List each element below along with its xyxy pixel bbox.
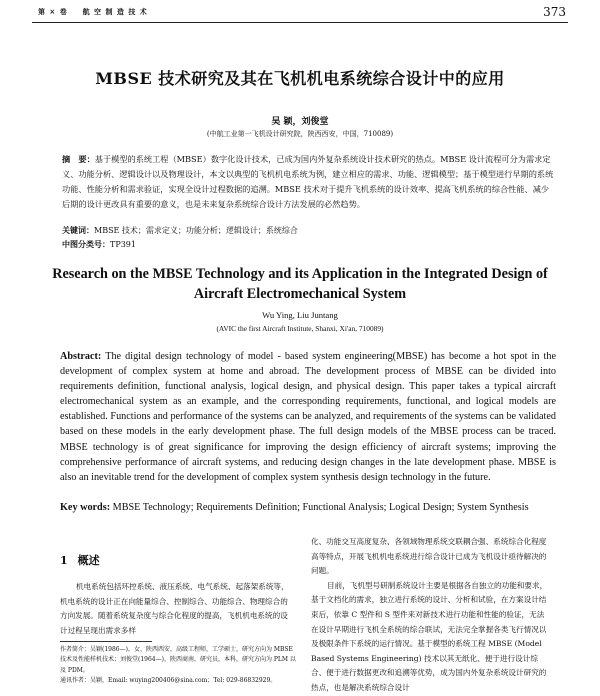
clc-value: TP391 xyxy=(110,240,136,249)
body-paragraph: 化、功能交互高度复杂、各领域物理系统交联耦合强、系统综合化程度高等特点，开展飞机机电系统进行综合设计已成为飞机设计亟待解决的问题。 xyxy=(311,537,547,576)
clc-label: 中图分类号： xyxy=(62,239,110,249)
author-footnote xyxy=(60,645,300,687)
english-authors: Wu Ying, Liu Juntang xyxy=(262,310,338,320)
classification-number xyxy=(62,237,136,252)
english-abstract xyxy=(60,349,556,485)
header-rule xyxy=(32,22,568,23)
section-body-left: 机电系统包括环控系统、液压系统、电气系统、起落架系统等，机电系统的设计正在向能量综合、控制综合、功能综合、物理综合的方向发展。随着系统复杂度与综合化程度的提高，飞机机电系统的设计过程呈现出需求多样 xyxy=(60,582,289,635)
english-affiliation: (AVIC the first Aircraft Institute, Shanxi, Xi'an, 710089) xyxy=(216,324,384,333)
chinese-abstract-label: 摘 要： xyxy=(62,154,95,164)
chinese-abstract xyxy=(62,152,554,212)
chinese-title: MBSE 技术研究及其在飞机机电系统综合设计中的应用 xyxy=(95,69,505,88)
chinese-authors: 吴 颖，刘俊堂 xyxy=(271,117,329,127)
english-keywords-label: Key words: xyxy=(60,502,111,513)
footnote-rule xyxy=(60,641,152,642)
chinese-keywords-label: 关键词： xyxy=(62,225,94,235)
chinese-keywords xyxy=(62,223,298,238)
body-paragraph: 目前，飞机型号研制系统设计主要是根据各自独立的功能和要求，基于文档化的需求，独立进行系统的设计、分析和试验，在方案设计结束后，依靠 C 型件和 S 型件来对新技术进行功能和性能的验证，无法在设计早期进行飞机全系统的综合联试，无法完全掌握各类飞行情况以及极限条件下系统的运行情况。基于模型的系统工程 MBSE (Model Based Systems Engineering) 技术以其无纸化、便于进行设计综合、便于进行数据更改和追溯等优势，成为国内外复杂系统设计研究的热点，也是解决系统综合设计 xyxy=(311,580,548,692)
chinese-abstract-text: 基于模型的系统工程（MBSE）数字化设计技术，已成为国内外复杂系统设计技术研究的热点。MBSE 设计流程可分为需求定义、功能分析、逻辑设计以及物理设计，本文以典型的飞机机电系统为例，建立相应的需求、功能、逻辑模型；基于模型进行早期的系统功能、性能分析和需求验证，实现全设计过程数据的追溯。MBSE 技术对于提升飞机系统的设计效率、提高飞机系统的综合性能、减少后期的设计更改具有重要的意义，也是未来复杂系统综合设计方法发展的必然趋势。 xyxy=(62,154,554,209)
english-keywords xyxy=(60,500,556,515)
chinese-affiliation: (中航工业第一飞机设计研究院，陕西西安，中国，710089) xyxy=(206,130,394,138)
section-body-right xyxy=(311,535,551,696)
section-title: 概述 xyxy=(77,554,100,567)
english-title: Research on the MBSE Technology and its Application in the Integrated Design of Aircraft Electromechanical System xyxy=(52,266,548,302)
page-number: 373 xyxy=(543,5,566,19)
english-abstract-text: The digital design technology of model - based system engineering(MBSE) has become a hot spot in the development of complex system at home and abroad. The development process of MBSE can be divided into requirements definition, functional analysis, logical design, and physical design. This paper takes a typical aircraft electromechanical system as an example, and the corresponding requirements, functional, and logical models are established. Functions and performance of the systems can be analyzed, and requirements of the systems can be validated based on these models in the early development phase. The full design models of the MBSE process can be traced. MBSE technology is of great significance for improving the design efficiency of aircraft systems; improving the comprehensive performance of aircraft systems, and reducing design changes in the late development phase. MBSE is also an inevitable trend for the development of complex system synthesis design technology in the future. xyxy=(60,351,556,483)
section-number: 1 xyxy=(60,554,68,567)
english-keywords-text: MBSE Technology; Requirements Definition; Functional Analysis; Logical Design; System Synthesis xyxy=(112,502,529,513)
running-header: 第 × 卷 航 空 制 造 技 术 xyxy=(38,7,148,16)
english-abstract-label: Abstract: xyxy=(60,351,102,362)
chinese-keywords-text: MBSE 技术；需求定义；功能分析；逻辑设计；系统综合 xyxy=(94,226,298,235)
section-heading xyxy=(60,552,292,568)
footnote-bio: 作者简介：吴颖(1986—)，女，陕西西安，高级工程师，工学硕士，研究方向为 MBSE 技术及性能样机技术；刘俊堂(1964—)，陕西商南，研究员，本科，研究方向为 PLM 以及 PDM。 xyxy=(60,646,296,674)
footnote-contact: 通讯作者：吴颖，Email: wuying200406@sina.com；Tel: 029-86832929。 xyxy=(60,677,277,685)
